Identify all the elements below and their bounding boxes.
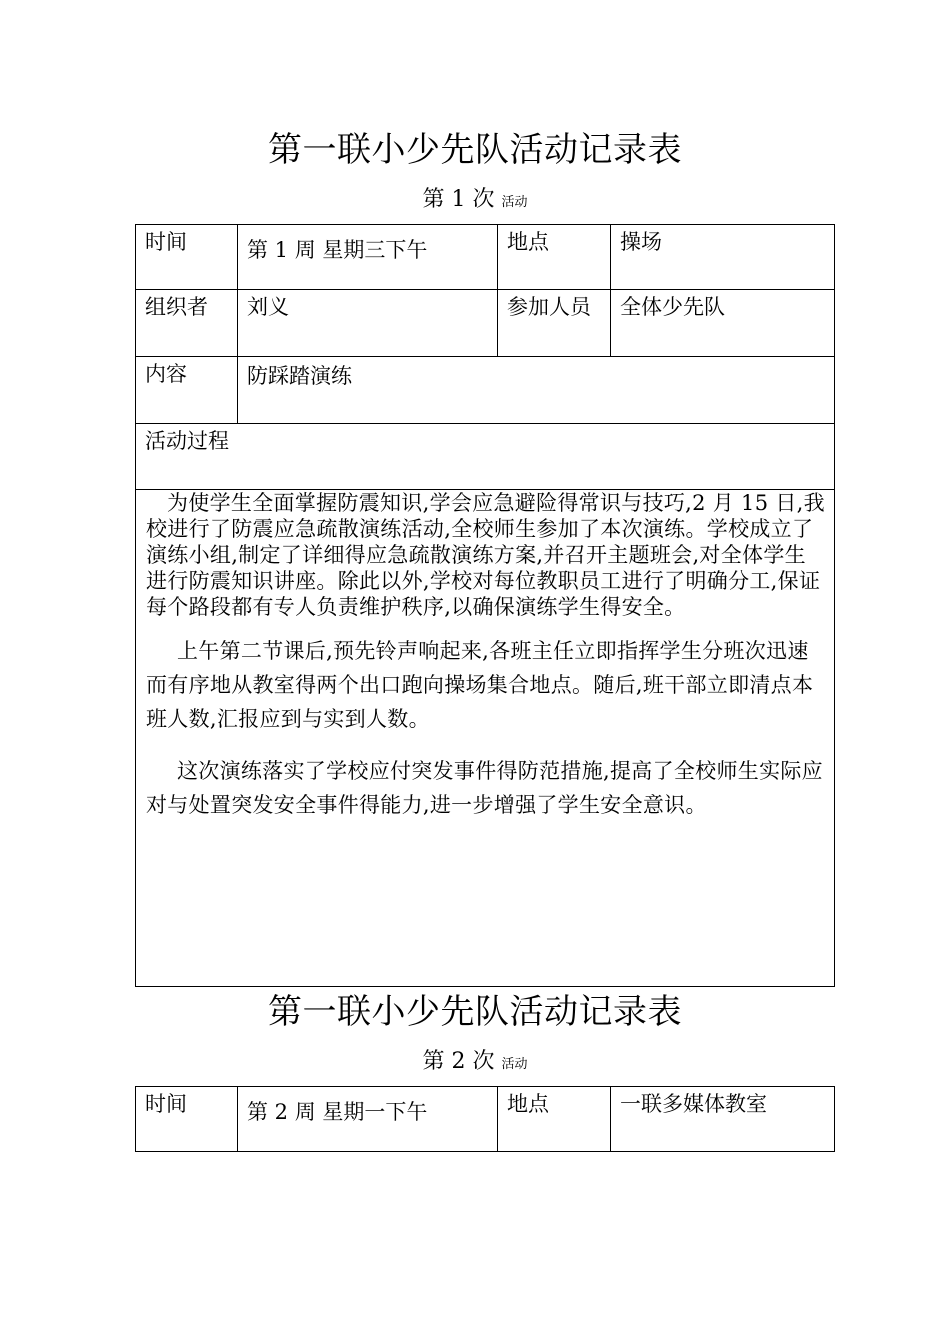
- time-label: 时间: [136, 1087, 238, 1152]
- time-row: [136, 1087, 835, 1152]
- record-1-title: 第一联小少先队活动记录表: [268, 130, 682, 170]
- record-2-session: [0, 1047, 950, 1080]
- record-2-session-suffix: 活动: [501, 1057, 528, 1072]
- content-value: 防踩踏演练: [238, 357, 835, 424]
- organizer-row: [136, 290, 835, 357]
- process-paragraph: 为使学生全面掌握防震知识,学会应急避险得常识与技巧,2 月 15 日,我校进行了防震应急疏散演练活动,全校师生参加了本次演练。学校成立了演练小组,制定了详细得应急疏散演练方案,并召开主题班会,对全体学生进行防震知识讲座。除此以外,学校对每位教职员工进行了明确分工,保证每个路段都有专人负责维护秩序,以确保演练学生得安全。: [146, 491, 825, 619]
- record-1-session-suffix: 活动: [501, 195, 528, 210]
- record-2-title: 第一联小少先队活动记录表: [268, 992, 682, 1032]
- place-label: 地点: [498, 1087, 611, 1152]
- organizer-label: 组织者: [136, 290, 238, 357]
- time-label: 时间: [136, 225, 238, 290]
- process-label: 活动过程: [136, 424, 835, 490]
- content-row: [136, 357, 835, 424]
- record-1-table: [135, 224, 835, 987]
- process-row: [136, 424, 835, 490]
- content-label: 内容: [136, 357, 238, 424]
- process-content: [136, 490, 835, 987]
- place-value: 操场: [611, 225, 835, 290]
- record-1-session-number: 第 1 次: [422, 187, 495, 212]
- process-paragraph: 上午第二节课后,预先铃声响起来,各班主任立即指挥学生分班次迅速而有序地从教室得两个出口跑向操场集合地点。随后,班干部立即清点本班人数,汇报应到与实到人数。: [146, 639, 814, 731]
- process-content-row: [136, 490, 835, 987]
- organizer-value: 刘义: [238, 290, 498, 357]
- place-value: 一联多媒体教室: [611, 1087, 835, 1152]
- record-2-table: [135, 1086, 835, 1152]
- participants-label: 参加人员: [498, 290, 611, 357]
- time-value: 第 1 周 星期三下午: [238, 225, 498, 290]
- place-label: 地点: [498, 225, 611, 290]
- time-value: 第 2 周 星期一下午: [238, 1087, 498, 1152]
- time-row: [136, 225, 835, 290]
- process-paragraph: 这次演练落实了学校应付突发事件得防范措施,提高了全校师生实际应对与处置突发安全事件得能力,进一步增强了学生安全意识。: [146, 759, 823, 817]
- participants-value: 全体少先队: [611, 290, 835, 357]
- record-2-session-number: 第 2 次: [422, 1049, 495, 1074]
- record-1-session: [0, 185, 950, 218]
